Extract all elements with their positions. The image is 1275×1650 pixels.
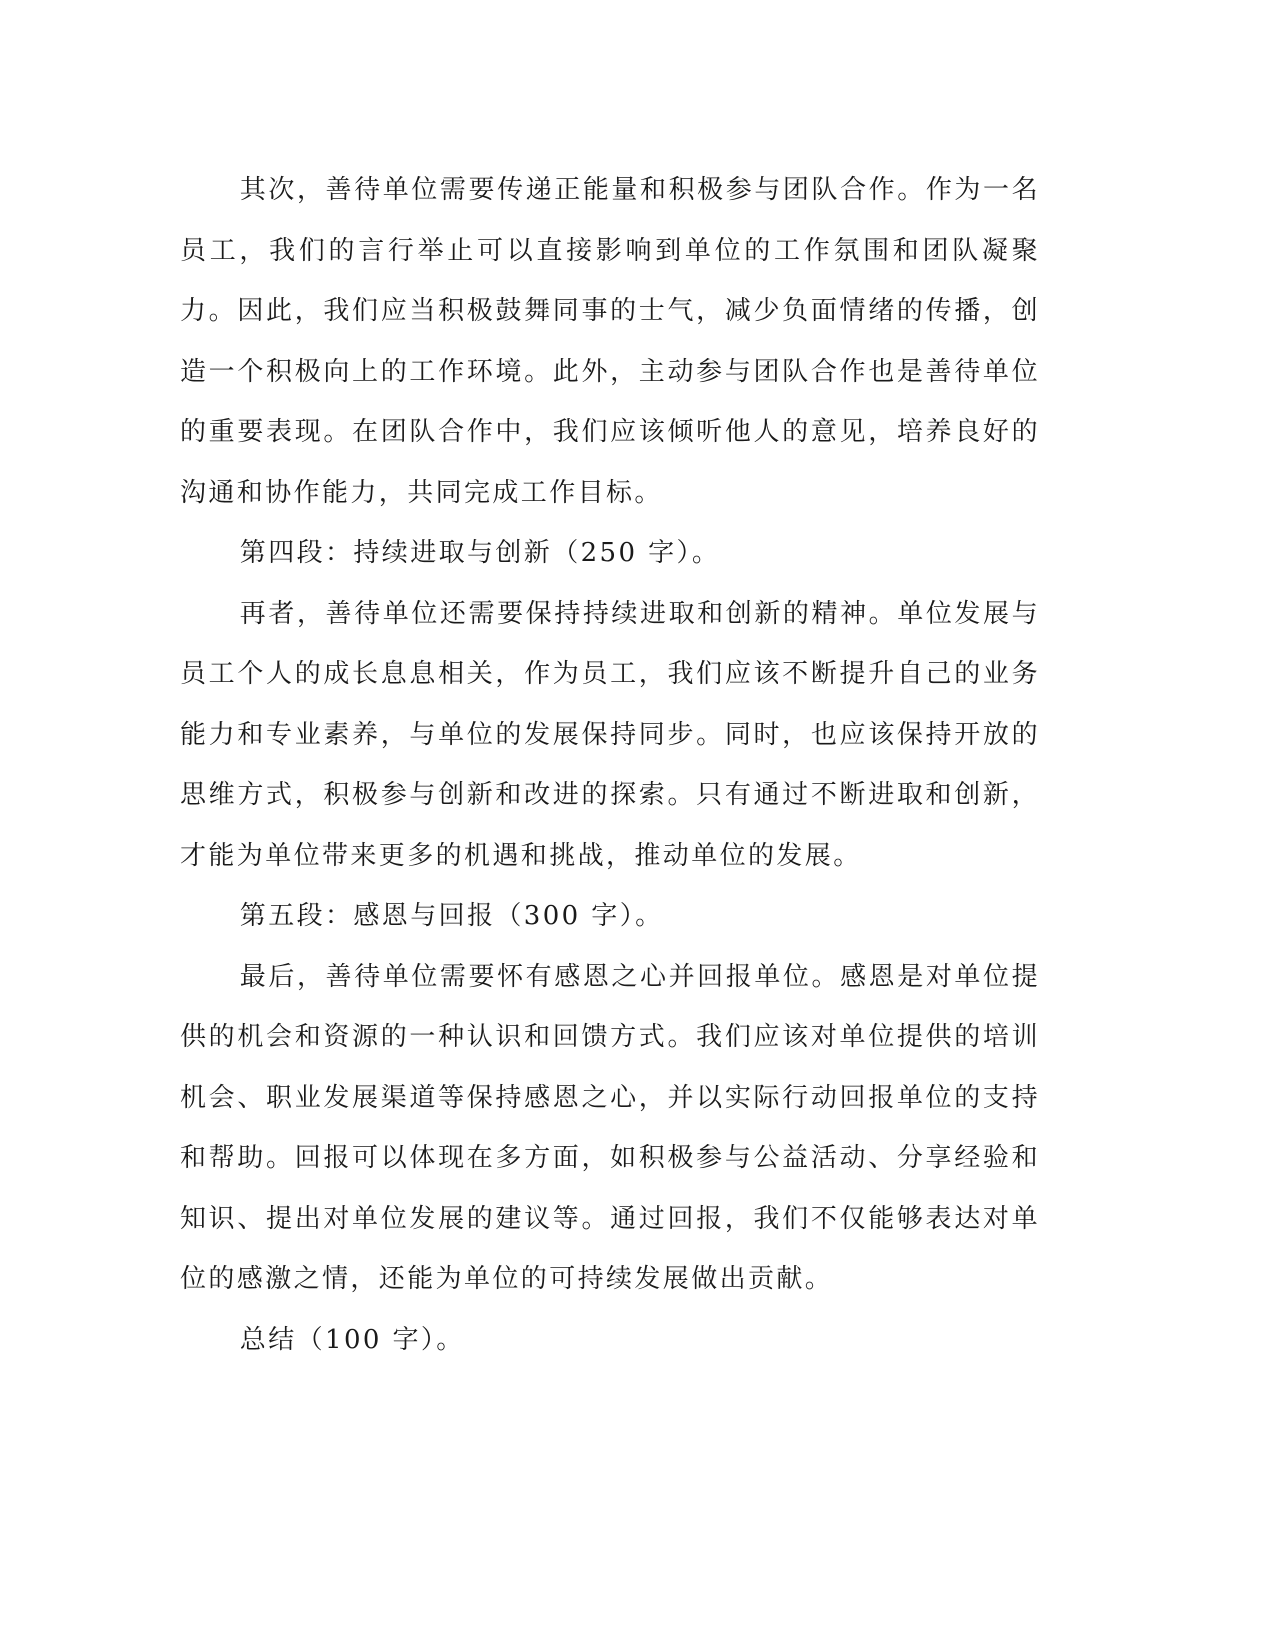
paragraph-teamwork: 其次，善待单位需要传递正能量和积极参与团队合作。作为一名员工，我们的言行举止可以直接影响到单位的工作氛围和团队凝聚力。因此，我们应当积极鼓舞同事的士气，减少负面情绪的传播，创造一个积极向上的工作环境。此外，主动参与团队合作也是善待单位的重要表现。在团队合作中，我们应该倾听他人的意见，培养良好的沟通和协作能力，共同完成工作目标。 bbox=[180, 175, 1040, 508]
section-heading-4: 第四段：持续进取与创新（250 字）。 bbox=[239, 538, 721, 568]
section-heading-5: 第五段：感恩与回报（300 字）。 bbox=[239, 901, 664, 931]
paragraph-gratitude: 最后，善待单位需要怀有感恩之心并回报单位。感恩是对单位提供的机会和资源的一种认识和回馈方式。我们应该对单位提供的培训机会、职业发展渠道等保持感恩之心，并以实际行动回报单位的支持和帮助。回报可以体现在多方面，如积极参与公益活动、分享经验和知识、提出对单位发展的建议等。通过回报，我们不仅能够表达对单位的感激之情，还能为单位的可持续发展做出贡献。 bbox=[180, 961, 1040, 1294]
section-heading-summary: 总结（100 字）。 bbox=[239, 1324, 465, 1355]
paragraph-innovation: 再者，善待单位还需要保持持续进取和创新的精神。单位发展与员工个人的成长息息相关，作为员工，我们应该不断提升自己的业务能力和专业素养，与单位的发展保持同步。同时，也应该保持开放的思维方式，积极参与创新和改进的探索。只有通过不断进取和创新，才能为单位带来更多的机遇和挑战，推动单位的发展。 bbox=[180, 598, 1040, 871]
document-body bbox=[180, 160, 1040, 1370]
